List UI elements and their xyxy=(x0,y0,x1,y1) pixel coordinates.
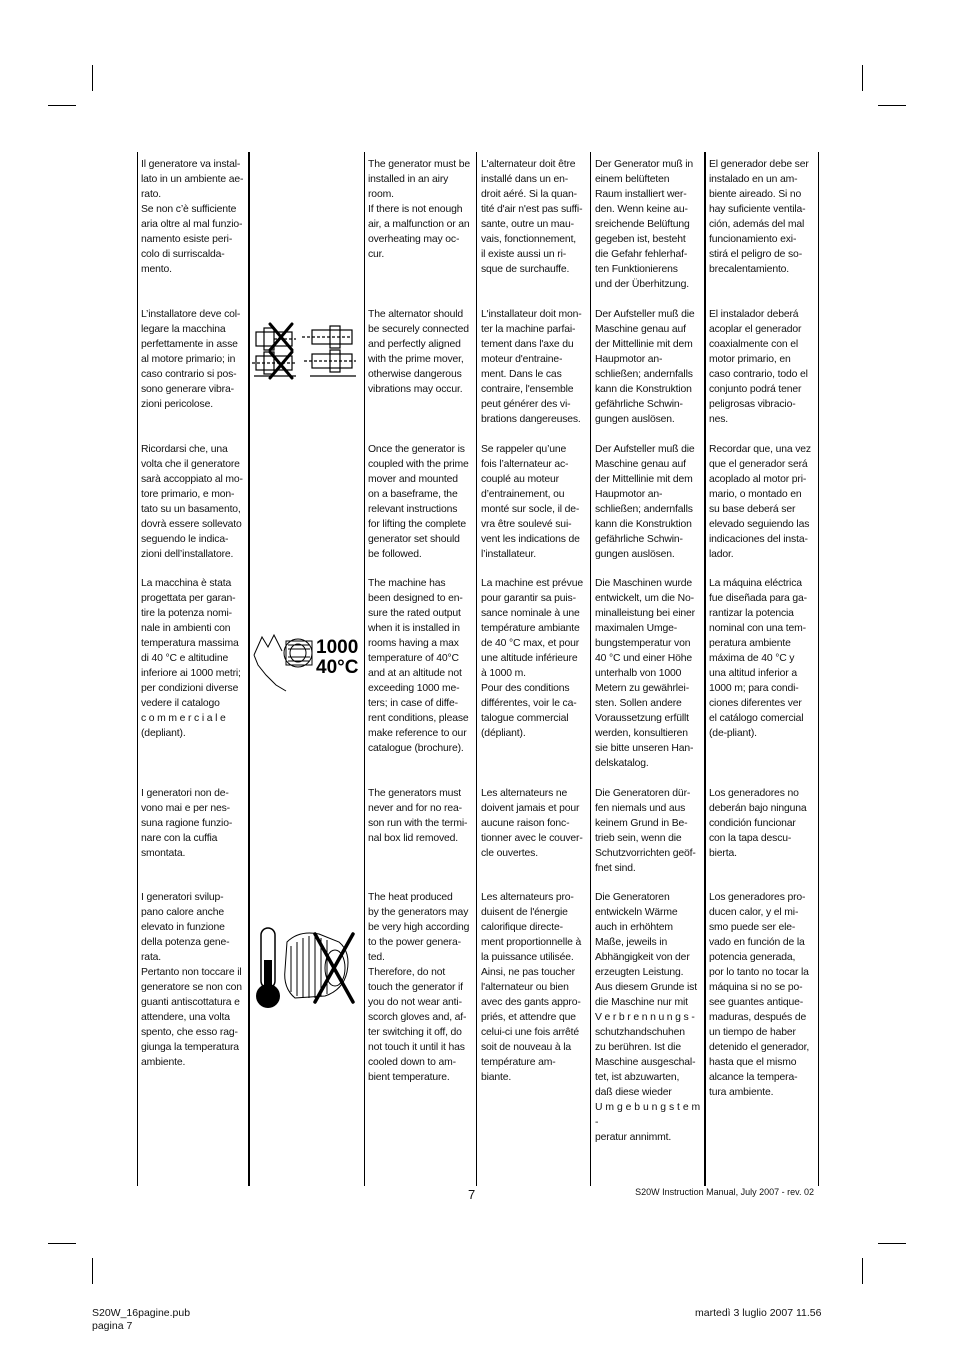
crop-mark xyxy=(862,65,863,91)
english-text: Once the generator is coupled with the prime mover and mounted on a baseframe, the relevant instructions for lifting the complete generator set should be followed. xyxy=(368,444,469,560)
english-text: The heat produced by the generators may be very high according to the power genera- ted. Therefore, do not touch the generator if you do not wear anti- scorch gloves and, af- ter switching it off, do not touch it until it has cooled down to am- bient temperature. xyxy=(368,892,470,1083)
german-text: Die Generatoren dür- fen niemals und aus keinem Grund in Be- trieb sein, wenn die Schutzvorrichten geöf- fnet sind. xyxy=(595,788,696,874)
slug-page-label: pagina 7 xyxy=(92,1320,133,1332)
column-rule xyxy=(590,152,591,1186)
crop-mark xyxy=(92,65,93,91)
french-text: L'installateur doit mon- ter la machine parfai- tement dans l'axe du moteur d'entraine- ment. Dans le cas contraire, l'ensemble peut générer des vi- brations dangereuses. xyxy=(481,309,582,425)
crop-mark xyxy=(48,105,76,106)
english-text: The generators must never and for no rea- son run with the termi- nal box lid removed. xyxy=(368,788,468,844)
german-text: Der Aufsteller muß die Maschine genau auf der Mittellinie mit dem Haupmotor an- schließen; andernfalls kann die Konstruktion gefährliche Schwin- gungen auslösen. xyxy=(595,444,695,560)
english-text: The alternator should be securely connected and perfectly aligned with the prime mover, otherwise dangerous vibrations may occur. xyxy=(368,309,469,395)
italian-text: La macchina è stata progettata per garan- tire la potenza nomi- nale in ambienti con temperatura massima di 40 °C e altitudine inferiore ai 1000 metri; per condizioni diverse vedere il catalogo c o m m e r c i a l e (depliant). xyxy=(141,578,241,739)
spanish-text: Los generadores no deberán bajo ninguna condición funcionar con la tapa descu- bierta. xyxy=(709,788,807,859)
altitude-temperature-icon xyxy=(252,625,362,695)
spanish-text: Los generadores pro- ducen calor, y el mi- smo puede ser ele- vado en función de la potencia generada, por lo tanto no tocar la máquina si no se po- see guantes antique- maduras, después de un tiempo de haber detenido el generador, hasta que el mismo alcance la tempera- tura ambiente. xyxy=(709,892,810,1098)
italian-text: Il generatore va instal- lato in un ambiente ae- rato. Se non c’è sufficiente aria oltre al mal funzio- namento esiste peri- colo di surriscalda- mento. xyxy=(141,159,244,275)
column-rule xyxy=(476,152,477,1186)
french-text: La machine est prévue pour garantir sa puis- sance nominale à une température ambiante de 40 °C max, et pour une altitude inférieure à 1000 m. Pour des conditions différentes, voir le ca- talogue commercial (dépliant). xyxy=(481,578,583,739)
english-text: The machine has been designed to en- sure the rated output when it is installed in rooms having a max temperature of 40°C and at an altitude not exceeding 1000 me- ters; in case of diffe- rent conditions, please make reference to our catalogue (brochure). xyxy=(368,578,469,754)
crop-mark xyxy=(878,1243,906,1244)
spanish-text: La máquina eléctrica fue diseñada para ga- rantizar la potencia nominal con una tem- peratura ambiente máxima de 40 °C y una altitud inferior a 1000 m; para condi- ciones diferentes ver el catálogo comercial (de-pliant). xyxy=(709,578,807,739)
crop-mark xyxy=(92,1258,93,1284)
spanish-text: El instalador deberá acoplar el generador coaxialmente con el motor primario, en caso contrario, todo el conjunto podrá tener peligrosas vibracio- nes. xyxy=(709,309,808,425)
french-text: Les alternateurs pro- duisent de l'énergie calorifique directe- ment proportionnelle à la puissance utilisée. Ainsi, ne pas toucher l'alternateur ou bien avec des gants appro- priés, et attendre que celui-ci une fois arrêté soit de nouveau à la température am- biante. xyxy=(481,892,582,1083)
spanish-text: Recordar que, una vez que el generador será acoplado al motor pri- mario, o montado en su base deberá ser elevado seguiendo las indicaciones del insta- lador. xyxy=(709,444,811,560)
french-text: L'alternateur doit être installé dans un en- droit aéré. Si la quan- tité d'air n'est pas suffi- sante, outre un mau- vais, fonctionnement, il existe aussi un ri- sque de surchauffe. xyxy=(481,159,583,275)
column-rule xyxy=(818,152,819,1186)
slug-file-name: S20W_16pagine.pub xyxy=(92,1307,191,1319)
manual-reference: S20W Instruction Manual, July 2007 - rev. 02 xyxy=(635,1187,814,1197)
french-text: Les alternateurs ne doivent jamais et pour aucune raison fonc- tionner avec le couver- cle ouvertes. xyxy=(481,788,583,859)
altitude-value: 1000 xyxy=(316,637,359,658)
french-text: Se rappeler qu’une fois l’alternateur ac- couplé au moteur d’entrainement, ou monté sur socle, il de- vra être soulevé sui- vent les indications de l’installateur. xyxy=(481,444,580,560)
misaligned-coupling-icon xyxy=(252,320,358,380)
hot-surface-warning-icon xyxy=(255,922,361,1014)
german-text: Der Aufsteller muß die Maschine genau auf der Mittellinie mit dem Haupmotor an- schließen; andernfalls kann die Konstruktion gefährliche Schwin- gungen auslösen. xyxy=(595,309,695,425)
column-rule xyxy=(364,152,365,1186)
italian-text: Ricordarsi che, una volta che il generatore sarà accoppiato al mo- tore primario, e mon- tato su un basamento, dovrà essere sollevato seguendo le indica- zioni dell’installatore. xyxy=(141,444,243,560)
slug-file-info xyxy=(92,1307,190,1333)
page-number: 7 xyxy=(468,1187,476,1202)
spanish-text: El generador debe ser instalado en un am- biente aireado. Si no hay suficiente ventila- ción, además del mal funcionamiento exi- stirá el peligro de so- brecalentamiento. xyxy=(709,159,809,275)
italian-text: I generatori svilup- pano calore anche elevato in funzione della potenza gene- rata. Pertanto non toccare il generatore se non con guanti antiscottatura e attendere, una volta spento, che esso rag- giunga la temperatura ambiente. xyxy=(141,892,242,1068)
column-rule xyxy=(137,152,138,1186)
german-text: Die Maschinen wurde entwickelt, um die No- minalleistung bei einer maximalen Umge- bungstemperatur von 40 °C und einer Höhe unterhalb von 1000 Metern zu gewährlei- sten. Sollen andere Voraussetzung erfüllt werden, konsultieren sie bitte unseren Han- delskatalog. xyxy=(595,578,695,769)
temperature-value: 40°C xyxy=(316,657,359,678)
slug-timestamp: martedì 3 luglio 2007 11.56 xyxy=(695,1307,822,1319)
english-text: The generator must be installed in an airy room. If there is not enough air, a malfunction or an overheating may oc- cur. xyxy=(368,159,470,260)
german-text: Die Generatoren entwickeln Wärme auch in erhöhtem Maße, jeweils in Abhängigkeit von der erzeugten Leistung. Aus diesem Grunde ist die Maschine nur mit V e r b r e n n u n g s - schutzhandschuhen zu berühren. Ist die Maschine ausgeschal- tet, ist abzuwarten, daß diese wieder U m g e b u n g s t e m - peratur annimmt. xyxy=(595,892,700,1143)
german-text: Der Generator muß in einem belüfteten Raum installiert wer- den. Wenn keine au- sreichende Belüftung gegeben ist, besteht die Gefahr fehlerhaf- ten Funktionierens und der Überhitzung. xyxy=(595,159,694,290)
crop-mark xyxy=(878,105,906,106)
thermometer-icon xyxy=(256,928,280,1008)
italian-text: L’installatore deve col- legare la macchina perfettamente in asse al motore primario; in caso contrario si pos- sono generare vibra- zioni pericolose. xyxy=(141,309,241,410)
crop-mark xyxy=(862,1258,863,1284)
column-rule xyxy=(704,152,706,1186)
crop-mark xyxy=(48,1243,76,1244)
column-rule xyxy=(248,152,250,1186)
italian-text: I generatori non de- vono mai e per nes- suna ragione funzio- nare con la cuffia smontata. xyxy=(141,788,233,859)
